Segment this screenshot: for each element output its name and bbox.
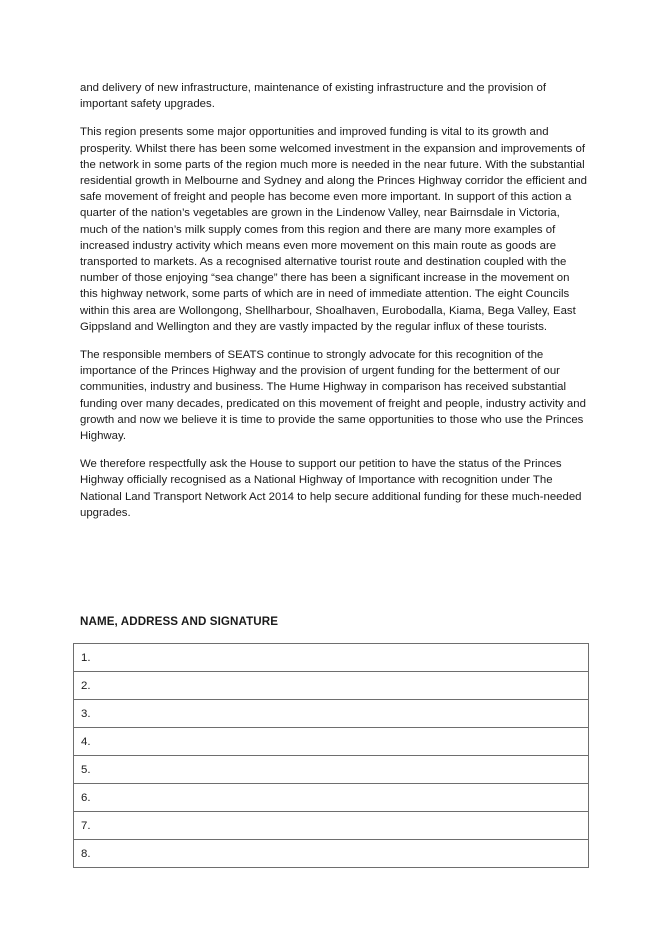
- signature-cell[interactable]: 3.: [74, 700, 589, 728]
- signature-row: [74, 728, 589, 756]
- signature-row: [74, 756, 589, 784]
- paragraph-infrastructure: and delivery of new infrastructure, maintenance of existing infrastructure and the provision of important safety upgrades.: [80, 82, 546, 111]
- signature-table: [73, 643, 589, 868]
- signature-cell[interactable]: 5.: [74, 756, 589, 784]
- signature-cell[interactable]: 1.: [74, 644, 589, 672]
- signature-row: [74, 700, 589, 728]
- paragraph-region-opportunities: This region presents some major opportunities and improved funding is vital to its growth and prosperity. Whilst there has been some welcomed investment in the expansion and improvements of the network in some parts of the region much more is needed in the near future. With the substantial residential growth in Melbourne and Sydney and along the Princes Highway corridor the efficient and safe movement of freight and people has become even more important. In support of this action a quarter of the nation’s vegetables are grown in the Lindenow Valley, near Bairnsdale in Victoria, much of the nation’s milk supply comes from this region and there are many more examples of increased industry activity which means even more movement on this main route as goods are transported to markets. As a recognised alternative tourist route and destination coupled with the number of those enjoying “sea change” there has been a significant increase in the movement on this highway network, some parts of which are in need of immediate attention. The eight Councils within this area are Wollongong, Shellharbour, Shoalhaven, Eurobodalla, Kiama, Bega Valley, East Gippsland and Wellington and they are vastly impacted by the regular influx of these tourists.: [80, 126, 587, 333]
- signature-row: [74, 840, 589, 868]
- signature-cell[interactable]: 8.: [74, 840, 589, 868]
- signature-heading: NAME, ADDRESS AND SIGNATURE: [80, 615, 279, 628]
- signature-cell[interactable]: 4.: [74, 728, 589, 756]
- paragraph-petition-request: We therefore respectfully ask the House to support our petition to have the status of the Princes Highway officially recognised as a National Highway of Importance with recognition under The National Land Transport Network Act 2014 to help secure additional funding for these much-needed upgrades.: [80, 458, 582, 519]
- signature-row: [74, 672, 589, 700]
- paragraph-seats-advocacy: The responsible members of SEATS continue to strongly advocate for this recognition of the importance of the Princes Highway and the provision of urgent funding for the betterment of our communities, industry and business. The Hume Highway in comparison has received substantial funding over many decades, predicated on this movement of freight and people, industry activity and growth and now we believe it is time to provide the same opportunities to those who use the Princes Highway.: [80, 349, 586, 443]
- document-body: [80, 80, 590, 533]
- signature-row: [74, 812, 589, 840]
- signature-row: [74, 784, 589, 812]
- signature-cell[interactable]: 6.: [74, 784, 589, 812]
- signature-row: [74, 644, 589, 672]
- signature-cell[interactable]: 2.: [74, 672, 589, 700]
- signature-cell[interactable]: 7.: [74, 812, 589, 840]
